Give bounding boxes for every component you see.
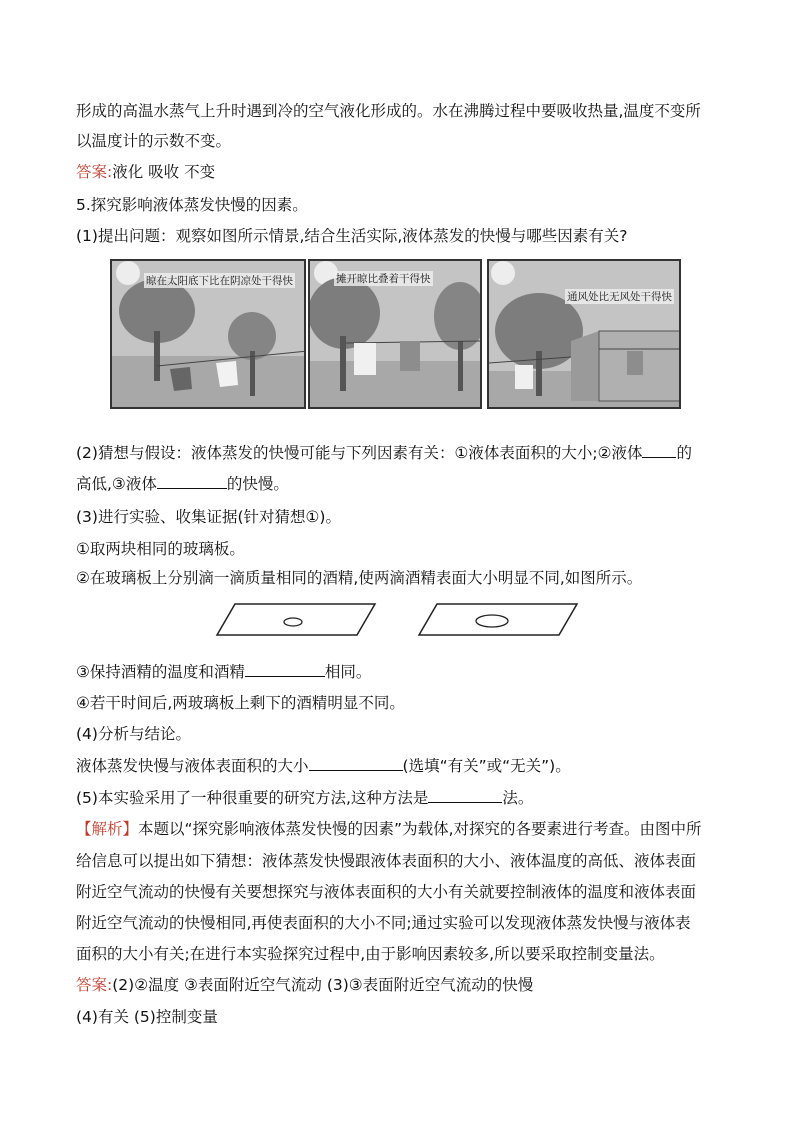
analysis-line: 附近空气流动的快慢相同,再使表面积的大小不同;通过实验可以发现液体蒸发快慢与液体表: [76, 914, 691, 932]
analysis-line: 附近空气流动的快慢有关要想探究与液体表面积的大小有关就要控制液体的温度和液体表面: [76, 883, 697, 901]
figure-panel-wind: [487, 259, 681, 409]
answer-text: (2)②温度 ③表面附近空气流动 (3)③表面附近空气流动的快慢: [112, 976, 534, 994]
step-2: ②在玻璃板上分别滴一滴质量相同的酒精,使两滴酒精表面大小明显不同,如图所示。: [76, 569, 643, 587]
text: 液体蒸发快慢与液体表面积的大小: [76, 757, 309, 775]
question-part-3: (3)进行实验、收集证据(针对猜想①)。: [76, 508, 341, 526]
fill-blank[interactable]: [309, 755, 403, 771]
text: 的: [676, 444, 692, 462]
question-part-1: (1)提出问题：观察如图所示情景,结合生活实际,液体蒸发的快慢与哪些因素有关?: [76, 227, 628, 245]
figure-caption: 通风处比无风处干得快: [567, 291, 672, 303]
text: 法。: [502, 789, 534, 807]
figure-caption: 晾在太阳底下比在阴凉处干得快: [146, 275, 293, 287]
text: (5)本实验采用了一种很重要的研究方法,这种方法是: [76, 789, 429, 807]
fill-blank[interactable]: [245, 661, 325, 677]
fill-blank[interactable]: [157, 473, 227, 489]
answer-line: [76, 974, 533, 996]
step-3: [76, 661, 371, 683]
text: (选填“有关”或“无关”)。: [402, 757, 571, 775]
text: 本题以“探究影响液体蒸发快慢的因素”为载体,对探究的各要素进行考查。由图中所: [138, 820, 702, 838]
glass-plates-figure: [215, 602, 580, 638]
text: 的快慢。: [226, 475, 289, 493]
figure-panel-spread: [308, 259, 482, 409]
question-title: 5.探究影响液体蒸发快慢的因素。: [76, 196, 308, 214]
conclusion-line: [76, 755, 571, 777]
question-part-5: [76, 787, 533, 809]
fill-blank[interactable]: [428, 787, 502, 803]
figure-panel-sun: [110, 259, 306, 409]
text: ③保持酒精的温度和酒精: [76, 663, 245, 681]
step-4: ④若干时间后,两玻璃板上剩下的酒精明显不同。: [76, 694, 405, 712]
text: 相同。: [324, 663, 372, 681]
question-part-2-cont: [76, 473, 289, 495]
text: (2)猜想与假设：液体蒸发的快慢可能与下列因素有关：①液体表面积的大小;②液体: [76, 444, 643, 462]
answer-text: 液化 吸收 不变: [112, 163, 216, 181]
analysis-line: 面积的大小有关;在进行本实验探究过程中,由于影响因素较多,所以要采取控制变量法。: [76, 945, 665, 963]
figure-caption: 摊开晾比叠着干得快: [336, 273, 431, 285]
answer-line: (4)有关 (5)控制变量: [76, 1008, 218, 1026]
answer-label: 答案:: [76, 976, 113, 994]
analysis-label: 【解析】: [76, 820, 139, 838]
text-line: 形成的高温水蒸气上升时遇到冷的空气液化形成的。水在沸腾过程中要吸收热量,温度不变所: [76, 102, 701, 120]
answer-line: [76, 161, 215, 183]
answer-label: 答案:: [76, 163, 113, 181]
analysis-line: [76, 818, 702, 840]
text-line: 以温度计的示数不变。: [76, 132, 232, 150]
question-part-2: [76, 442, 692, 464]
step-1: ①取两块相同的玻璃板。: [76, 540, 245, 558]
wind-illustration: [489, 261, 681, 409]
question-part-4: (4)分析与结论。: [76, 725, 191, 743]
analysis-line: 给信息可以提出如下猜想：液体蒸发快慢跟液体表面积的大小、液体温度的高低、液体表面: [76, 852, 697, 870]
fill-blank[interactable]: [642, 442, 676, 458]
text: 高低,③液体: [76, 475, 157, 493]
